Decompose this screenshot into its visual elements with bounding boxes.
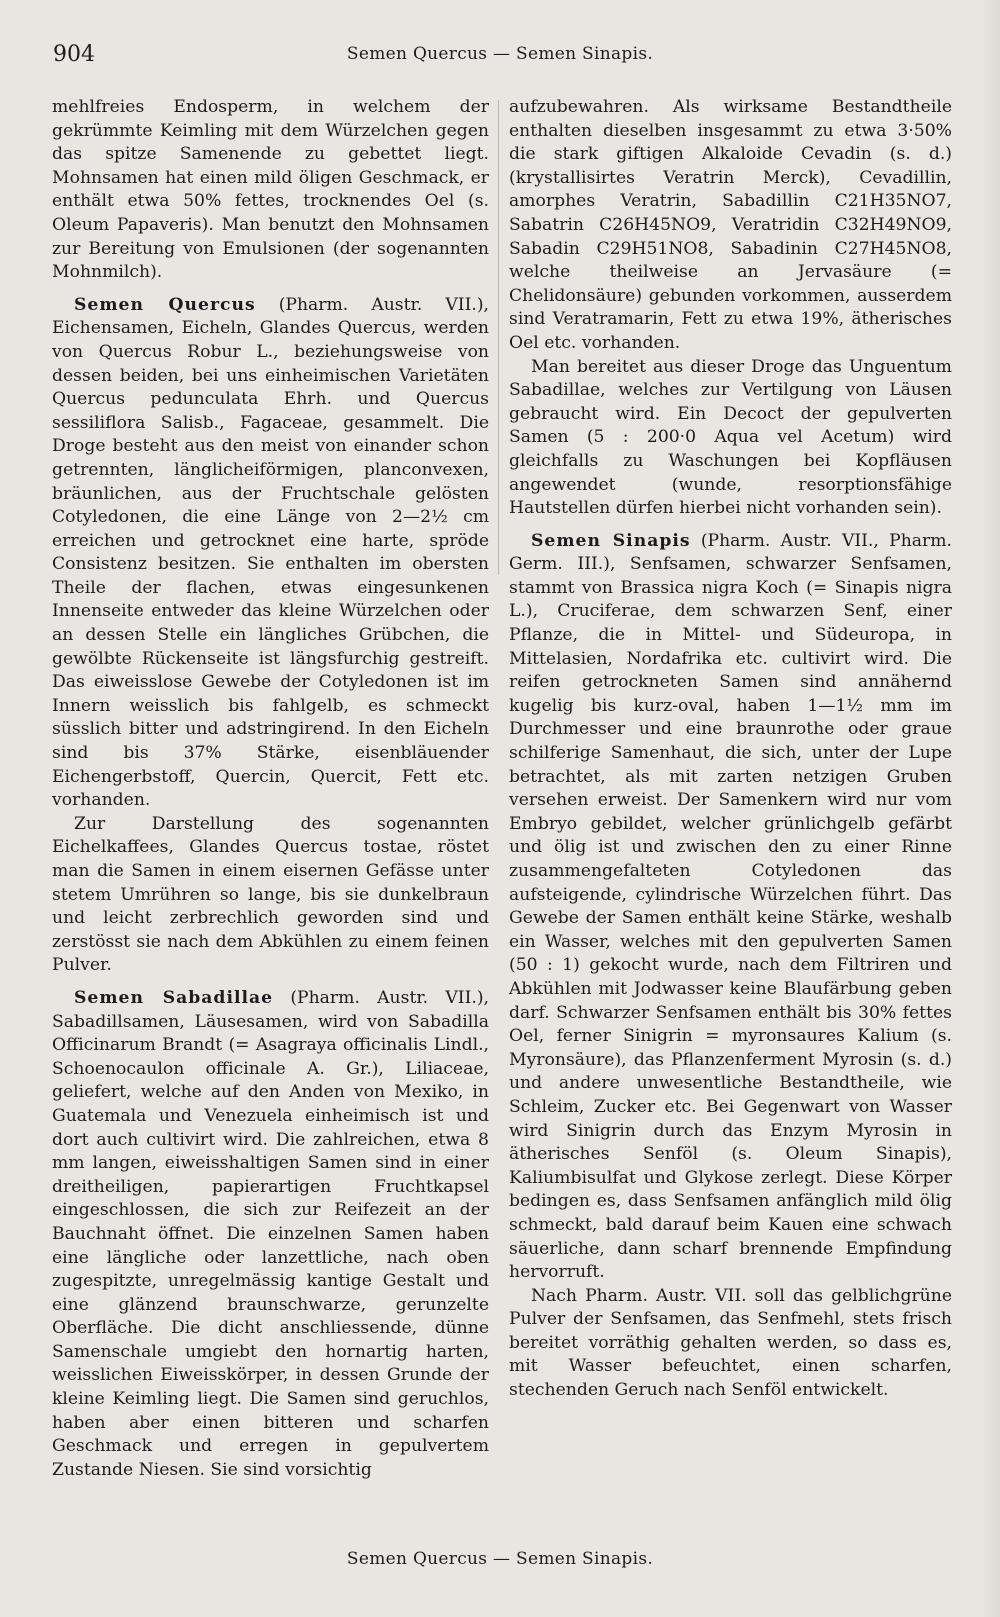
column-divider — [498, 100, 499, 575]
paragraph-unguentum-sabadillae: Man bereitet aus dieser Droge das Unguentum Sabadillae, welches zur Vertilgung von Läusen gebraucht wird. Ein Decoct der gepulverten Samen (5 : 200·0 Aqua vel Acetum) wird gleichfalls zu Waschungen bei Kopfläusen angewendet (wunde, resorptionsfähige Hautstellen dürfen hierbei nicht vorhanden sein). — [509, 356, 952, 519]
paragraph-sabadillae-continued: aufzubewahren. Als wirksame Bestandtheile enthalten dieselben insgesammt zu etwa 3·50% die stark giftigen Alkaloide Cevadin (s. d.) (krystallisirtes Veratrin Merck), Cevadillin, amorphes Veratrin, Sabadillin C21H35NO7, Sabatrin C26H45NO9, Veratridin C32H49NO9, Sabadin C29H51NO8, Sabadinin C27H45NO8, welche theilweise an Jervasäure (= Chelidonsäure) gebunden vorkommen, ausserdem sind Veratramarin, Fett zu etwa 19%, ätherisches Oel etc. vorhanden. — [509, 97, 952, 353]
entry-text-semen-sinapis: (Pharm. Austr. VII., Pharm. Germ. III.), Senfsamen, schwarzer Senfsamen, stammt von Brassica nigra Koch (= Sinapis nigra L.), Cruciferae, dem schwarzen Senf, einer Pflanze, die in Mittel- und Südeuropa, in Mittelasien, Nordafrika etc. cultivirt wird. Die reifen getrockneten Samen sind annähernd kugelig bis kurz-oval, haben 1—1½ mm im Durchmesser und eine braunrothe oder graue schilferige Samenhaut, die sich, unter der Lupe betrachtet, als mit zarten netzigen Gruben versehen erweist. Der Samenkern wird nur vom Embryo gebildet, welcher grünlichgelb gefärbt und ölig ist und zwischen den zu einer Rinne zusammengefalteten Cotyledonen das aufsteigende, cylindrische Würzelchen führt. Das Gewebe der Samen enthält keine Stärke, weshalb ein Wasser, welches mit den gepulverten Samen (50 : 1) gekocht wurde, nach dem Filtriren und Abkühlen mit Jodwasser keine Blaufärbung geben darf. Schwarzer Senfsamen enthält bis 30% fettes Oel, ferner Sinigrin = myronsaures Kalium (s. Myronsäure), das Pflanzenferment Myrosin (s. d.) und andere unwesentliche Bestandtheile, wie Schleim, Zucker etc. Bei Gegenwart von Wasser wird Sinigrin durch das Enzym Myrosin in ätherisches Senföl (s. Oleum Sinapis), Kaliumbisulfat und Glykose zerlegt. Diese Körper bedingen es, dass Senfsamen anfänglich mild ölig schmeckt, bald darauf beim Kauen eine schwach säuerliche, dann scharf brennende Empfindung hervorruft. — [509, 530, 952, 1283]
left-column — [52, 96, 489, 1482]
scan-edge-shadow — [982, 0, 1000, 1617]
page-footer: Semen Quercus — Semen Sinapis. — [346, 1549, 654, 1569]
entry-text-semen-quercus: (Pharm. Austr. VII.), Eichensamen, Eicheln, Glandes Quercus, werden von Quercus Robur L., beziehungsweise von dessen beiden, bei uns einheimischen Varietäten Quercus pedunculata Ehrh. und Quercus sessiliflora Salisb., Fagaceae, gesammelt. Die Droge besteht aus den meist von einander schon getrennten, länglicheiförmigen, planconvexen, bräunlichen, aus der Fruchtschale gelösten Cotyledonen, die eine Länge von 2—2½ cm erreichen und getrocknet eine harte, spröde Consistenz besitzen. Sie enthalten im obersten Theile der flachen, etwas eingesunkenen Innenseite entweder das kleine Würzelchen oder an dessen Stelle ein längliches Grübchen, die gewölbte Rückenseite ist längsfurchig gestreift. Das eiweisslose Gewebe der Cotyledonen ist im Innern weisslich bis fahlgelb, es schmeckt süsslich bitter und adstringirend. In den Eicheln sind bis 37% Stärke, eisenbläuender Eichengerbstoff, Quercin, Quercit, Fett etc. vorhanden. — [52, 294, 489, 811]
page-number: 904 — [53, 42, 95, 67]
paragraph-eichelkaffee: Zur Darstellung des sogenannten Eichelkaffees, Glandes Quercus tostae, röstet man die Samen in einem eisernen Gefässe unter stetem Umrühren so lange, bis sie dunkelbraun und leicht zerbrechlich geworden sind und zerstösst sie nach dem Abkühlen zu einem feinen Pulver. — [52, 813, 489, 976]
entry-semen-sinapis — [509, 530, 952, 1285]
paragraph-mohnsamen-continued: mehlfreies Endosperm, in welchem der gekrümmte Keimling mit dem Würzelchen gegen das spitze Samenende zu gebettet liegt. Mohnsamen hat einen mild öligen Geschmack, er enthält etwa 50% fettes, trocknendes Oel (s. Oleum Papaveris). Man benutzt den Mohnsamen zur Bereitung von Emulsionen (der sogenannten Mohnmilch). — [52, 97, 489, 283]
headword-semen-quercus: Semen Quercus — [74, 294, 256, 315]
headword-semen-sinapis: Semen Sinapis — [531, 530, 691, 551]
right-column — [509, 96, 952, 1403]
paragraph-senfmehl: Nach Pharm. Austr. VII. soll das gelblichgrüne Pulver der Senfsamen, das Senfmehl, stets frisch bereitet vorräthig gehalten werden, so dass es, mit Wasser befeuchtet, einen scharfen, stechenden Geruch nach Senföl entwickelt. — [509, 1285, 952, 1401]
entry-semen-quercus — [52, 294, 489, 813]
entry-text-semen-sabadillae: (Pharm. Austr. VII.), Sabadillsamen, Läusesamen, wird von Sabadilla Officinarum Brandt (= Asagraya officinalis Lindl., Schoenocaulon officinale A. Gr.), Liliaceae, geliefert, welche auf den Anden von Mexiko, in Guatemala und Venezuela einheimisch ist und dort auch cultivirt wird. Die zahlreichen, etwa 8 mm langen, eiweisshaltigen Samen sind in einer dreitheiligen, papierartigen Fruchtkapsel eingeschlossen, die sich zur Reifezeit an der Bauchnaht öffnet. Die einzelnen Samen haben eine längliche oder lanzettliche, nach oben zugespitzte, unregelmässig kantige Gestalt und eine glänzend braunschwarze, gerunzelte Oberfläche. Die dicht anschliessende, dünne Samenschale umgiebt den hornartig harten, weisslichen Eiweisskörper, in dessen Grunde der kleine Keimling liegt. Die Samen sind geruchlos, haben aber einen bitteren und scharfen Geschmack und erregen in gepulvertem Zustande Niesen. Sie sind vorsichtig — [52, 987, 489, 1480]
headword-semen-sabadillae: Semen Sabadillae — [74, 987, 274, 1008]
running-head: Semen Quercus — Semen Sinapis. — [346, 44, 654, 64]
entry-semen-sabadillae — [52, 987, 489, 1482]
